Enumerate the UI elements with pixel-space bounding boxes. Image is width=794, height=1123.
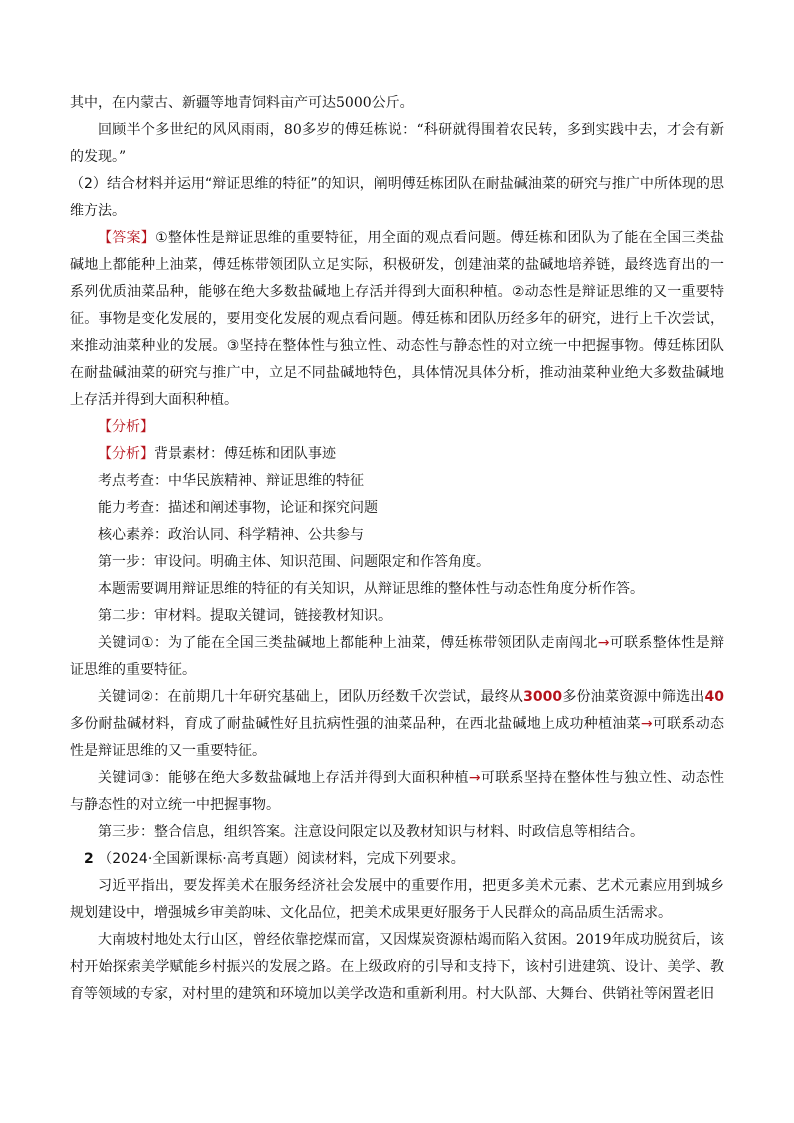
- answer-text: ①整体性是辩证思维的重要特征，用全面的观点看问题。傅廷栋和团队为了能在全国三类盐碱地上都能种上油菜，傅廷栋带领团队立足实际，积极研发，创建油菜的盐碱地培养链，最终选育出的一系列优质油菜品种，能够在绝大多数盐碱地上存活并得到大面积种植。②动态性是辩证思维的又一重要特征。事物是变化发展的，要用变化发展的观点看问题。傅廷栋和团队历经多年的研究，进行上千次尝试，来推动油菜种业的发展。③坚持在整体性与独立性、动态性与静态性的对立统一中把握事物。傅廷栋团队在耐盐碱油菜的研究与推广中，立足不同盐碱地特色，具体情况具体分析，推动油菜种业绝大多数盐碱地上存活并得到大面积种植。: [70, 230, 725, 408]
- keyword-2-number-1: 3000: [523, 689, 563, 705]
- keyword-2-number-2: 40: [704, 689, 725, 705]
- keyword-3-text: 能够在绝大多数盐碱地上存活并得到大面积种植: [168, 770, 469, 786]
- material-line-2: 回顾半个多世纪的风风雨雨，80多岁的傅廷栋说：“科研就得围着农民转，多到实践中去，才会有新的发现。”: [70, 122, 724, 165]
- keyword-1-label: 关键词①：: [98, 635, 169, 651]
- keyword-3: [70, 765, 724, 819]
- material-2-para-1: 习近平指出，要发挥美术在服务经济社会发展中的重要作用，把更多美术元素、艺术元素应用到城乡规划建设中，增强城乡审美韵味、文化品位，把美术成果更好服务于人民群众的高品质生活需求。: [70, 878, 724, 921]
- step-1: 第一步：审设问。明确主体、知识范围、问题限定和作答角度。: [98, 554, 490, 570]
- analysis-hexin: 核心素养：政治认同、科学精神、公共参与: [98, 527, 364, 543]
- keyword-1: [70, 630, 724, 684]
- keyword-2-text-b: 多份油菜资源中筛选出: [562, 689, 705, 705]
- arrow-icon: →: [468, 770, 481, 786]
- keyword-2-link: 可联系动态性是辩证思维的又一重要特征。: [70, 716, 725, 759]
- answer-label: 【答案】: [98, 230, 156, 246]
- keyword-2: [70, 684, 724, 765]
- step-3: 第三步：整合信息，组织答案。注意设问限定以及教材知识与材料、时政信息等相结合。: [98, 824, 644, 840]
- keyword-2-text-a: 在前期几十年研究基础上，团队历经数千次尝试，最终从: [167, 689, 524, 705]
- arrow-icon: →: [597, 635, 610, 651]
- background-text: 背景素材：傅廷栋和团队事迹: [154, 446, 336, 462]
- keyword-2-label: 关键词②：: [98, 689, 168, 705]
- keyword-1-text: 为了能在全国三类盐碱地上都能种上油菜，傅廷栋带领团队走南闯北: [168, 635, 598, 651]
- material-line-1: 其中，在内蒙古、新疆等地青饲料亩产可达5000公斤。: [70, 95, 414, 111]
- question-source: （2024·全国新课标·高考真题）: [98, 851, 297, 867]
- analysis-nengli: 能力考查：描述和阐述事物，论证和探究问题: [98, 500, 378, 516]
- analysis-label: 【分析】: [98, 446, 154, 462]
- question-header: [70, 846, 724, 873]
- keyword-3-label: 关键词③：: [98, 770, 169, 786]
- keyword-3-link: 可联系坚持在整体性与独立性、动态性与静态性的对立统一中把握事物。: [70, 770, 725, 813]
- question-instruction: 阅读材料，完成下列要求。: [296, 851, 465, 867]
- answer-block: [70, 225, 724, 414]
- question-2-text: （2）结合材料并运用“辩证思维的特征”的知识，阐明傅廷栋团队在耐盐碱油菜的研究与推广中所体现的思维方法。: [70, 176, 724, 219]
- step-1-detail: 本题需要调用辩证思维的特征的有关知识，从辩证思维的整体性与动态性角度分析作答。: [98, 581, 644, 597]
- analysis-title: 【分析】: [98, 419, 154, 435]
- analysis-kaodian: 考点考查：中华民族精神、辩证思维的特征: [98, 473, 364, 489]
- arrow-icon: →: [640, 716, 653, 732]
- step-2: 第二步：审材料。提取关键词，链接教材知识。: [98, 608, 392, 624]
- material-2-para-2: 大南坡村地处太行山区，曾经依靠挖煤而富，又因煤炭资源枯竭而陷入贫困。2019年成功脱贫后，该村开始探索美学赋能乡村振兴的发展之路。在上级政府的引导和支持下，该村引进建筑、设计、美学、教育等领域的专家，对村里的建筑和环境加以美学改造和重新利用。村大队部、大舞台、供销社等闲置老旧: [70, 932, 724, 1002]
- question-number: 2: [84, 851, 94, 867]
- analysis-background: [70, 441, 724, 468]
- keyword-2-text-c: 多份耐盐碱材料，育成了耐盐碱性好且抗病性强的油菜品种，在西北盐碱地上成功种植油菜: [70, 716, 641, 732]
- keyword-1-link: 可联系整体性是辩证思维的重要特征。: [70, 635, 725, 678]
